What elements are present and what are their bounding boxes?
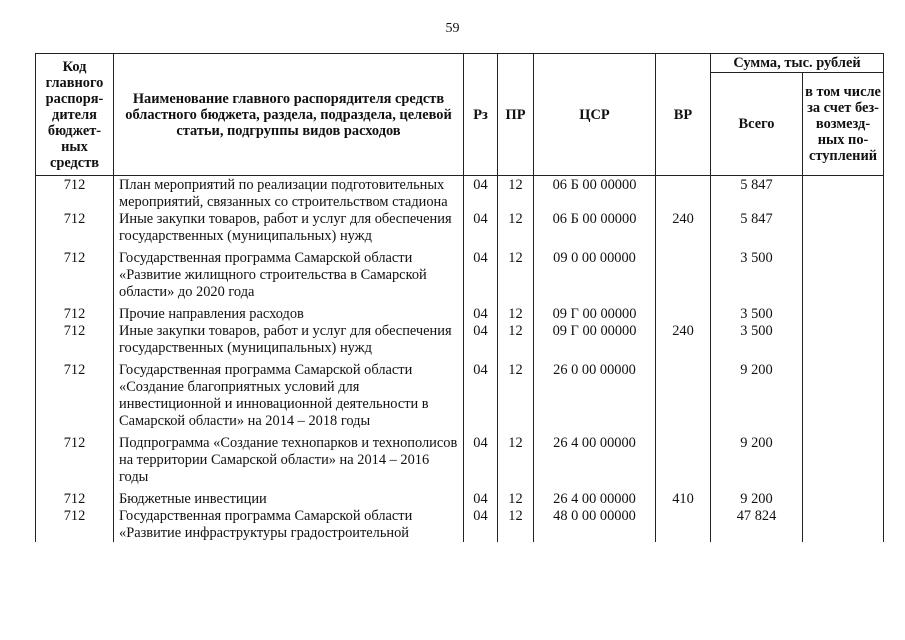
cell-code: 712 (36, 323, 114, 357)
cell-total: 3 500 (711, 301, 803, 323)
cell-vr (656, 508, 711, 542)
cell-total: 3 500 (711, 323, 803, 357)
cell-code: 712 (36, 430, 114, 486)
cell-total: 9 200 (711, 357, 803, 430)
cell-incl (803, 323, 884, 357)
cell-pr: 12 (498, 357, 534, 430)
header-sum: Сумма, тыс. рублей (711, 54, 884, 73)
cell-incl (803, 301, 884, 323)
cell-total: 47 824 (711, 508, 803, 542)
table-row (36, 430, 884, 486)
cell-pr: 12 (498, 323, 534, 357)
table-row (36, 486, 884, 508)
cell-vr (656, 245, 711, 301)
header-incl: в том числе за счет без-возмезд-ных по-ступлений (803, 73, 884, 176)
cell-csr: 09 Г 00 00000 (534, 323, 656, 357)
header-code: Код главного распоря-дителя бюджет-ных средств (36, 54, 114, 176)
cell-vr (656, 430, 711, 486)
cell-csr: 09 Г 00 00000 (534, 301, 656, 323)
page-number: 59 (445, 21, 460, 36)
cell-pr: 12 (498, 508, 534, 542)
cell-incl (803, 245, 884, 301)
cell-csr: 09 0 00 00000 (534, 245, 656, 301)
table-row (36, 323, 884, 357)
table-row (36, 176, 884, 212)
cell-pr: 12 (498, 245, 534, 301)
header-vr: ВР (656, 54, 711, 176)
cell-pr: 12 (498, 176, 534, 212)
cell-rz: 04 (464, 508, 498, 542)
cell-name: Прочие направления расходов (114, 301, 464, 323)
cell-rz: 04 (464, 486, 498, 508)
cell-incl (803, 508, 884, 542)
cell-pr: 12 (498, 301, 534, 323)
header-total: Всего (711, 73, 803, 176)
cell-vr (656, 176, 711, 212)
cell-name: Иные закупки товаров, работ и услуг для обеспечения государственных (муниципальных) нужд (114, 211, 464, 245)
cell-incl (803, 430, 884, 486)
cell-total: 5 847 (711, 211, 803, 245)
cell-name: Государственная программа Самарской области «Создание благоприятных условий для инвестиционной и инновационной деятельности в Самарской области» на 2014 – 2018 годы (114, 357, 464, 430)
cell-incl (803, 357, 884, 430)
cell-name: Государственная программа Самарской области «Развитие инфраструктуры градостроительной (114, 508, 464, 542)
cell-code: 712 (36, 508, 114, 542)
cell-incl (803, 486, 884, 508)
table-row (36, 245, 884, 301)
cell-rz: 04 (464, 211, 498, 245)
cell-total: 9 200 (711, 430, 803, 486)
cell-rz: 04 (464, 430, 498, 486)
cell-total: 5 847 (711, 176, 803, 212)
cell-csr: 26 4 00 00000 (534, 486, 656, 508)
cell-name: Иные закупки товаров, работ и услуг для обеспечения государственных (муниципальных) нужд (114, 323, 464, 357)
header-pr: ПР (498, 54, 534, 176)
table-row (36, 508, 884, 542)
header-rz: Рз (464, 54, 498, 176)
cell-code: 712 (36, 486, 114, 508)
cell-rz: 04 (464, 245, 498, 301)
header-name: Наименование главного распорядителя средств областного бюджета, раздела, подраздела, целевой статьи, подгруппы видов расходов (114, 54, 464, 176)
cell-vr (656, 357, 711, 430)
cell-code: 712 (36, 176, 114, 212)
table-body (36, 176, 884, 543)
cell-name: Бюджетные инвестиции (114, 486, 464, 508)
table-row (36, 211, 884, 245)
cell-code: 712 (36, 357, 114, 430)
cell-csr: 06 Б 00 00000 (534, 211, 656, 245)
cell-incl (803, 176, 884, 212)
cell-csr: 26 0 00 00000 (534, 357, 656, 430)
cell-vr: 240 (656, 211, 711, 245)
budget-table (35, 53, 884, 542)
cell-rz: 04 (464, 323, 498, 357)
cell-rz: 04 (464, 301, 498, 323)
cell-name: План мероприятий по реализации подготовительных мероприятий, связанных со строительством стадиона (114, 176, 464, 212)
cell-vr: 410 (656, 486, 711, 508)
cell-vr (656, 301, 711, 323)
cell-vr: 240 (656, 323, 711, 357)
cell-pr: 12 (498, 211, 534, 245)
cell-incl (803, 211, 884, 245)
cell-csr: 48 0 00 00000 (534, 508, 656, 542)
cell-code: 712 (36, 211, 114, 245)
cell-pr: 12 (498, 486, 534, 508)
cell-name: Государственная программа Самарской области «Развитие жилищного строительства в Самарской области» до 2020 года (114, 245, 464, 301)
cell-rz: 04 (464, 357, 498, 430)
cell-total: 9 200 (711, 486, 803, 508)
cell-csr: 06 Б 00 00000 (534, 176, 656, 212)
table-header (36, 54, 884, 176)
cell-name: Подпрограмма «Создание технопарков и технополисов на территории Самарской области» на 2014 – 2016 годы (114, 430, 464, 486)
cell-rz: 04 (464, 176, 498, 212)
cell-code: 712 (36, 301, 114, 323)
cell-code: 712 (36, 245, 114, 301)
cell-total: 3 500 (711, 245, 803, 301)
cell-csr: 26 4 00 00000 (534, 430, 656, 486)
header-csr: ЦСР (534, 54, 656, 176)
table-row (36, 301, 884, 323)
table-row (36, 357, 884, 430)
cell-pr: 12 (498, 430, 534, 486)
